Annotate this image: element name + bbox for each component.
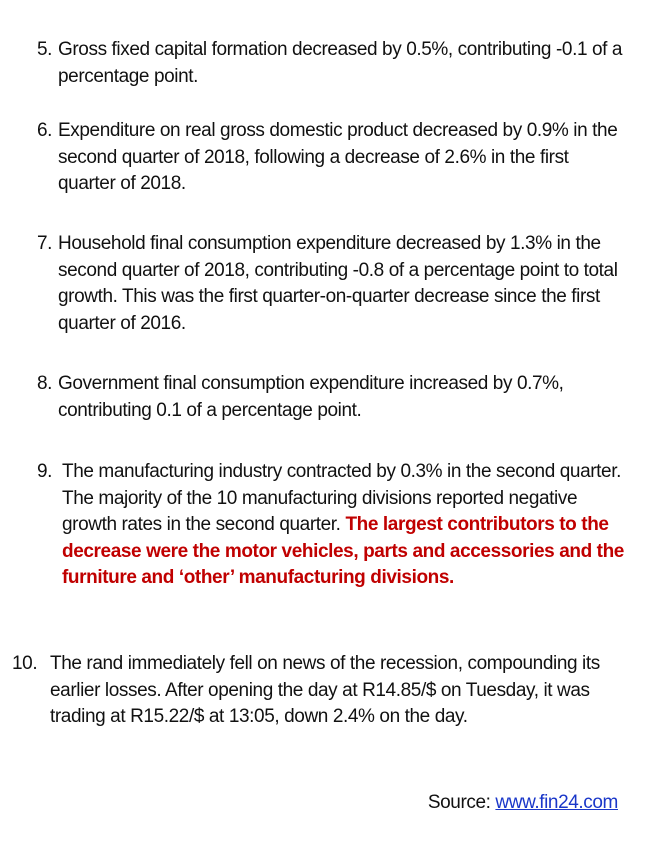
source-line bbox=[428, 792, 618, 814]
list-item bbox=[37, 118, 627, 198]
item-text: The rand immediately fell on news of the recession, compounding its earlier losses. After opening the day at R14.85/$ on Tuesday, it was trading at R15.22/$ at 13:05, down 2.4% on the day. bbox=[50, 653, 600, 727]
item-text: Gross fixed capital formation decreased by 0.5%, contributing -0.1 of a percentage point. bbox=[58, 39, 623, 87]
item-text: Household final consumption expenditure decreased by 1.3% in the second quarter of 2018, contributing -0.8 of a percentage point to total growth. This was the first quarter-on-quarter decrease since the first quarter of 2016. bbox=[58, 233, 618, 334]
item-text bbox=[37, 459, 627, 592]
highlighted-text: The largest contributors to the decrease were the motor vehicles, parts and accessories and the furniture and ‘other’ manufacturing divisions. bbox=[62, 514, 624, 588]
item-text: Expenditure on real gross domestic product decreased by 0.9% in the second quarter of 2018, following a decrease of 2.6% in the first quarter of 2018. bbox=[58, 120, 618, 194]
list-item bbox=[37, 231, 627, 337]
source-label: Source: bbox=[427, 792, 491, 813]
list-item bbox=[37, 459, 627, 592]
item-number: 8. bbox=[37, 373, 53, 394]
source-link[interactable]: www.fin24.com bbox=[495, 792, 618, 813]
item-body: The manufacturing industry contracted by 0.3% in the second quarter. The majority of the 10 manufacturing divisions reported negative growth rates in the second quarter. bbox=[62, 461, 621, 535]
list-item bbox=[12, 651, 627, 731]
item-number: 6. bbox=[37, 120, 53, 141]
list-item bbox=[37, 371, 627, 424]
list-item bbox=[37, 37, 627, 90]
item-number: 9. bbox=[37, 461, 53, 482]
item-number: 10. bbox=[12, 653, 38, 674]
item-number: 7. bbox=[37, 233, 53, 254]
item-number: 5. bbox=[37, 39, 53, 60]
item-text: Government final consumption expenditure increased by 0.7%, contributing 0.1 of a percentage point. bbox=[58, 373, 564, 421]
